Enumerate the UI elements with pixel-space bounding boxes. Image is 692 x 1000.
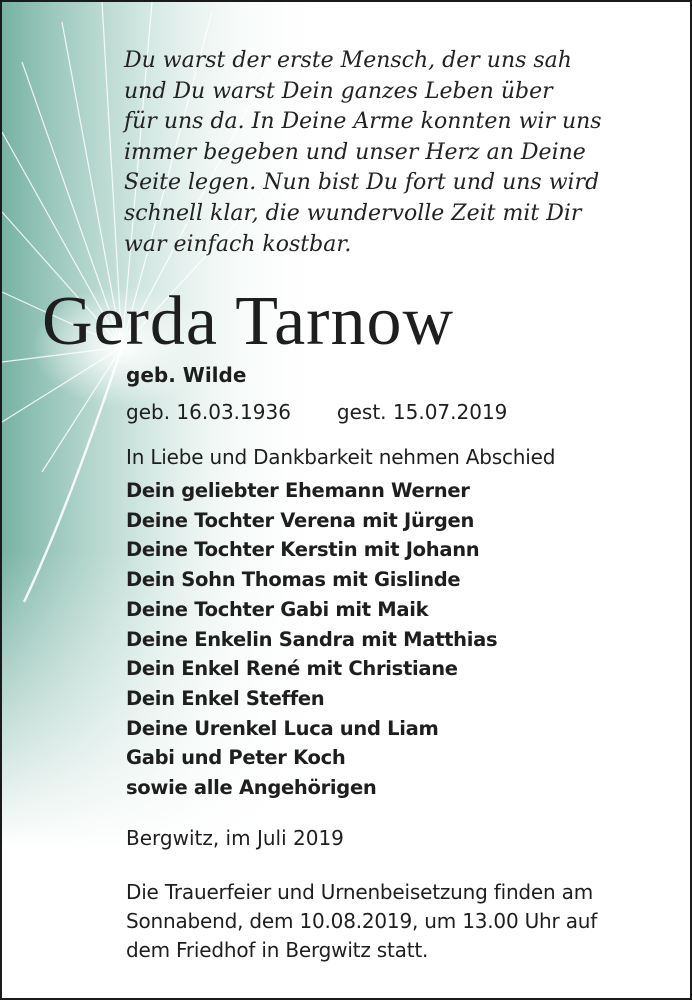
- poem-line: für uns da. In Deine Arme konnten wir uns: [124, 109, 602, 135]
- life-dates: [126, 400, 507, 424]
- mourners-list: [126, 476, 497, 803]
- poem-line: und Du warst Dein ganzes Leben über: [124, 78, 553, 104]
- service-line: dem Friedhof in Bergwitz statt.: [126, 938, 429, 962]
- birth-date: geb. 16.03.1936: [126, 400, 291, 424]
- mourner-line: Dein Enkel Steffen: [126, 686, 325, 710]
- death-date: gest. 15.07.2019: [336, 400, 508, 424]
- poem-line: war einfach kostbar.: [124, 231, 352, 257]
- mourner-line: Deine Urenkel Luca und Liam: [126, 716, 439, 740]
- mourner-line: Dein geliebter Ehemann Werner: [126, 479, 470, 502]
- place-and-date: Bergwitz, im Juli 2019: [126, 826, 344, 850]
- poem-line: Du warst der erste Mensch, der uns sah: [124, 48, 572, 73]
- mourner-line: Deine Enkelin Sandra mit Matthias: [126, 627, 498, 651]
- memorial-poem: [124, 46, 664, 260]
- mourner-line: Deine Tochter Verena mit Jürgen: [126, 508, 475, 532]
- mourner-line: sowie alle Angehörigen: [126, 776, 377, 800]
- service-line: Die Trauerfeier und Urnenbeisetzung finden am: [126, 880, 594, 904]
- mourner-line: Deine Tochter Kerstin mit Johann: [126, 538, 480, 562]
- service-line: Sonnabend, dem 10.08.2019, um 13.00 Uhr auf: [126, 909, 598, 933]
- maiden-name: geb. Wilde: [126, 363, 247, 387]
- funeral-service-info: [126, 878, 597, 965]
- deceased-name: Gerda Tarnow: [42, 283, 455, 360]
- poem-line: schnell klar, die wundervolle Zeit mit Dir: [124, 200, 582, 226]
- mourner-line: Dein Enkel René mit Christiane: [126, 657, 458, 681]
- mourner-line: Dein Sohn Thomas mit Gislinde: [126, 568, 461, 592]
- poem-line: immer begeben und unser Herz an Deine: [124, 139, 586, 165]
- poem-line: Seite legen. Nun bist Du fort und uns wird: [124, 170, 600, 196]
- farewell-intro: In Liebe und Dankbarkeit nehmen Abschied: [126, 445, 556, 469]
- mourner-line: Gabi und Peter Koch: [126, 746, 346, 770]
- mourner-line: Deine Tochter Gabi mit Maik: [126, 597, 429, 621]
